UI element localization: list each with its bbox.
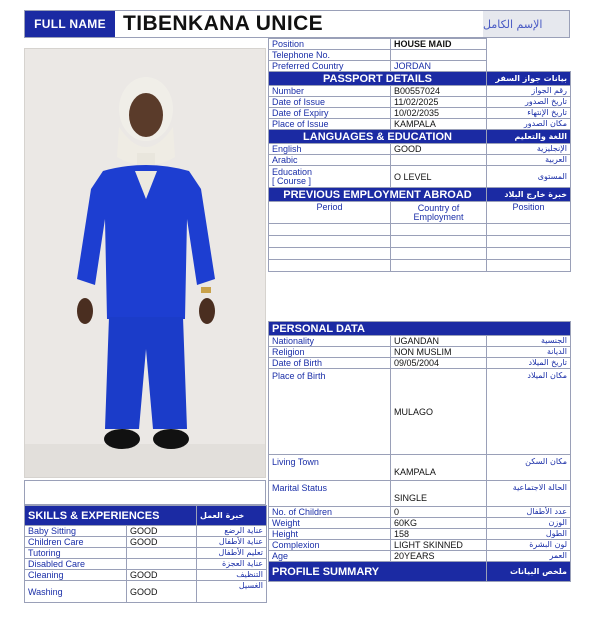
candidate-photo [24,48,266,478]
skills-spacer [24,480,266,505]
skill-label: Disabled Care [25,559,127,570]
marital-status-value: SINGLE [391,481,487,507]
education-label-text: Education [272,166,313,177]
education-arabic: المستوى [487,166,571,188]
height-value: 158 [391,529,487,540]
marital-status-label: Marital Status [269,481,391,507]
skill-label: Washing [25,581,127,603]
skill-value [127,559,197,570]
position-column-header: Position [487,202,571,224]
skill-arabic: تعليم الأطفال [197,548,267,559]
skill-label: Children Care [25,537,127,548]
preferred-country-label: Preferred Country [269,61,391,72]
skills-table [24,505,267,603]
living-town-value: KAMPALA [391,455,487,481]
skill-arabic: عناية العجزة [197,559,267,570]
position-label: Position [269,39,391,50]
height-arabic: الطول [487,529,571,540]
complexion-arabic: لون البشرة [487,540,571,551]
height-label: Height [269,529,391,540]
skill-arabic: الغسيل [197,581,267,603]
expiry-date-label: Date of Expiry [269,108,391,119]
english-arabic: الإنجليزية [487,144,571,155]
issue-date-value: 11/02/2025 [391,97,487,108]
right-details-table [268,38,571,272]
dob-label: Date of Birth [269,358,391,369]
passport-number-arabic: رقم الجواز [487,86,571,97]
pob-value: MULAGO [391,369,487,455]
arabic-arabic: العربية [487,155,571,166]
candidate-photo-illustration [25,49,266,478]
education-course-text: [ Course ] [272,175,312,186]
personal-data-table [268,321,571,582]
place-of-issue-label: Place of Issue [269,119,391,130]
languages-education-header: LANGUAGES & EDUCATION [269,130,487,144]
skill-value: GOOD [127,570,197,581]
religion-arabic: الديانة [487,347,571,358]
skill-label: Cleaning [25,570,127,581]
age-value: 20YEARS [391,551,487,562]
marital-status-arabic: الحالة الاجتماعية [487,481,571,507]
living-town-arabic: مكان السكن [487,455,571,481]
weight-arabic: الوزن [487,518,571,529]
pob-label: Place of Birth [269,369,391,455]
passport-details-header-arabic: بيانات جواز السفر [487,72,571,86]
passport-number-label: Number [269,86,391,97]
dob-value: 09/05/2004 [391,358,487,369]
weight-label: Weight [269,518,391,529]
telephone-label: Telephone No. [269,50,391,61]
children-label: No. of Children [269,507,391,518]
full-name-label: FULL NAME [25,11,115,37]
profile-summary-header: PROFILE SUMMARY [269,562,487,582]
children-arabic: عدد الأطفال [487,507,571,518]
pob-arabic: مكان الميلاد [487,369,571,455]
complexion-value: LIGHT SKINNED [391,540,487,551]
education-label [269,166,391,188]
weight-value: 60KG [391,518,487,529]
children-value: 0 [391,507,487,518]
nationality-label: Nationality [269,336,391,347]
place-of-issue-arabic: مكان الصدور [487,119,571,130]
english-label: English [269,144,391,155]
arabic-label: Arabic [269,155,391,166]
full-name-value: TIBENKANA UNICE [123,12,324,35]
nationality-value: UGANDAN [391,336,487,347]
full-name-row [24,10,570,38]
employment-row [269,224,571,236]
skills-header: SKILLS & EXPERIENCES [25,506,197,526]
employment-row [269,236,571,248]
skill-value [127,548,197,559]
employment-row [269,260,571,272]
full-name-arabic-label: الإسم الكامل [483,11,569,37]
personal-data-header: PERSONAL DATA [269,322,571,336]
education-value: O LEVEL [391,166,487,188]
languages-education-header-arabic: اللغة والتعليم [487,130,571,144]
country-column-header: Country of Employment [391,202,487,224]
period-column-header: Period [269,202,391,224]
skills-header-arabic: خبرة العمل [197,506,267,526]
position-value: HOUSE MAID [391,39,487,50]
place-of-issue-value: KAMPALA [391,119,487,130]
complexion-label: Complexion [269,540,391,551]
previous-employment-header: PREVIOUS EMPLOYMENT ABROAD [269,188,487,202]
issue-date-arabic: تاريخ الصدور [487,97,571,108]
religion-value: NON MUSLIM [391,347,487,358]
preferred-country-value: JORDAN [391,61,487,72]
skill-arabic: عناية الأطفال [197,537,267,548]
arabic-value [391,155,487,166]
expiry-date-value: 10/02/2035 [391,108,487,119]
skill-value: GOOD [127,581,197,603]
skill-label: Tutoring [25,548,127,559]
religion-label: Religion [269,347,391,358]
issue-date-label: Date of Issue [269,97,391,108]
nationality-arabic: الجنسية [487,336,571,347]
skill-label: Baby Sitting [25,526,127,537]
profile-summary-header-arabic: ملخص البيانات [487,562,571,582]
living-town-label: Living Town [269,455,391,481]
passport-number-value: B00557024 [391,86,487,97]
age-arabic: العمر [487,551,571,562]
skill-value: GOOD [127,537,197,548]
skill-value: GOOD [127,526,197,537]
telephone-value [391,50,487,61]
employment-row [269,248,571,260]
age-label: Age [269,551,391,562]
expiry-date-arabic: تاريخ الإنتهاء [487,108,571,119]
skill-arabic: عناية الرضع [197,526,267,537]
previous-employment-header-arabic: خبرة خارج البلاد [487,188,571,202]
passport-details-header: PASSPORT DETAILS [269,72,487,86]
skill-arabic: التنظيف [197,570,267,581]
english-value: GOOD [391,144,487,155]
dob-arabic: تاريخ الميلاد [487,358,571,369]
